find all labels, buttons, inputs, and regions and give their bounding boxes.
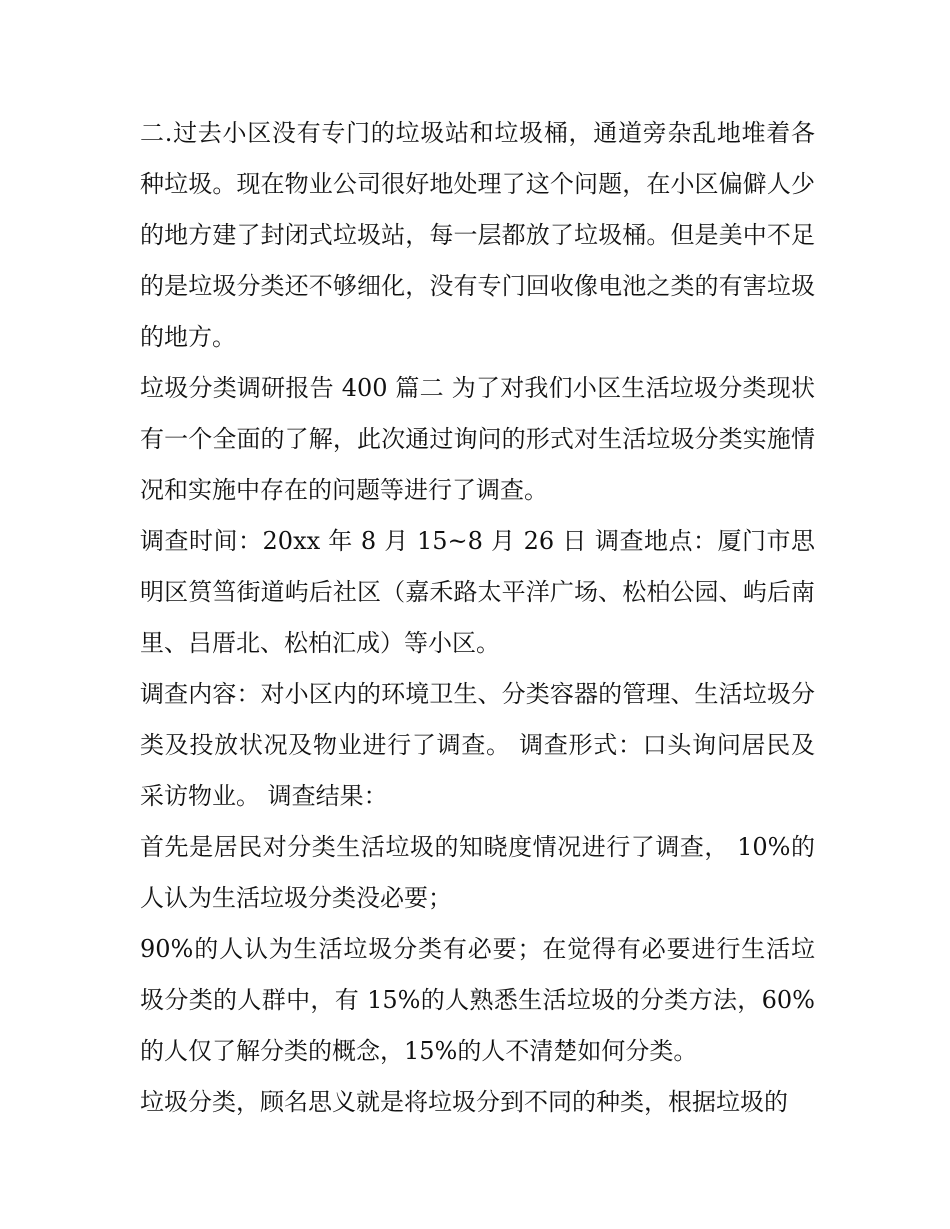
document-body (140, 108, 815, 1128)
paragraph-survey-time-location: 调查时间：20xx 年 8 月 15~8 月 26 日 调查地点：厦门市思明区筼筜街道屿后社区（嘉禾路太平洋广场、松柏公园、屿后南里、吕厝北、松柏汇成）等小区。 (140, 527, 815, 657)
paragraph-classification-definition: 垃圾分类，顾名思义就是将垃圾分到不同的种类，根据垃圾的 (140, 1088, 788, 1116)
paragraph-waste-station: 二.过去小区没有专门的垃圾站和垃圾桶，通道旁杂乱地堆着各种垃圾。现在物业公司很好地处理了这个问题，在小区偏僻人少的地方建了封闭式垃圾站，每一层都放了垃圾桶。但是美中不足的是垃圾分类还不够细化，没有专门回收像电池之类的有害垃圾的地方。 (140, 119, 815, 351)
paragraph-awareness-result: 首先是居民对分类生活垃圾的知晓度情况进行了调查， 10%的人认为生活垃圾分类没必要； (140, 833, 815, 912)
paragraph-report-intro: 垃圾分类调研报告 400 篇二 为了对我们小区生活垃圾分类现状有一个全面的了解，此次通过询问的形式对生活垃圾分类实施情况和实施中存在的问题等进行了调查。 (140, 374, 815, 504)
paragraph-survey-content: 调查内容：对小区内的环境卫生、分类容器的管理、生活垃圾分类及投放状况及物业进行了调查。 调查形式：口头询问居民及采访物业。 调查结果： (140, 680, 815, 810)
paragraph-necessity-result: 90%的人认为生活垃圾分类有必要；在觉得有必要进行生活垃圾分类的人群中，有 15%的人熟悉生活垃圾的分类方法，60%的人仅了解分类的概念，15%的人不清楚如何分类。 (140, 935, 815, 1065)
